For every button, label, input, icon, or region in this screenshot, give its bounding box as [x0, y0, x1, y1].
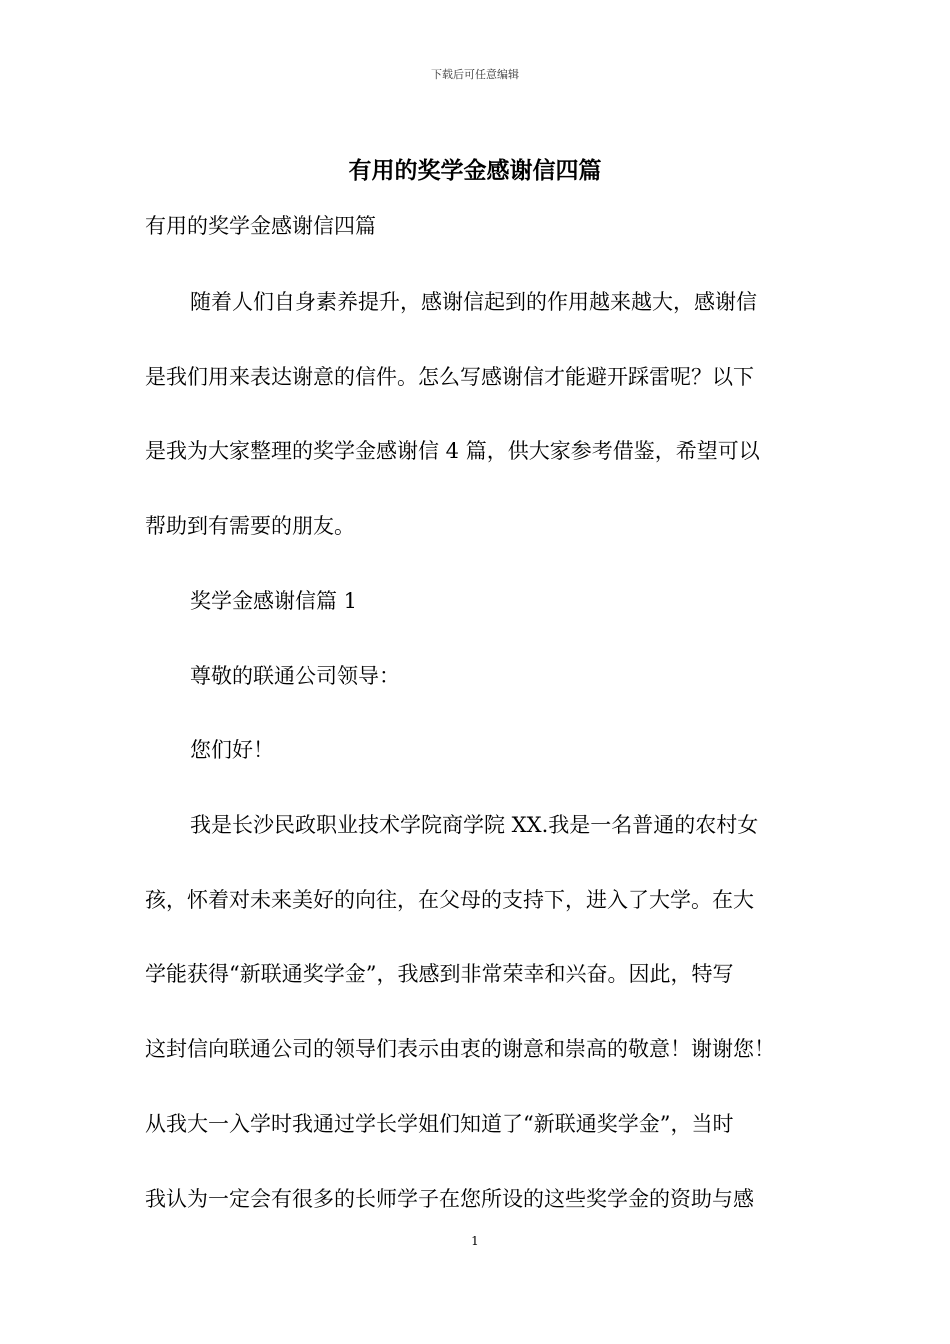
subtitle-line: 有用的奖学金感谢信四篇: [145, 214, 376, 238]
paragraph-line: 随着人们自身素养提升，感谢信起到的作用越来越大，感谢信: [190, 290, 757, 314]
paragraph-line: 这封信向联通公司的领导们表示由衷的谢意和崇高的敬意！谢谢您！: [145, 1037, 775, 1061]
greeting: 您们好！: [190, 738, 274, 762]
paragraph-line: 帮助到有需要的朋友。: [145, 514, 355, 538]
paragraph-line: 我认为一定会有很多的长师学子在您所设的这些奖学金的资助与感: [145, 1187, 754, 1211]
page-header-note: 下载后可任意编辑: [431, 68, 519, 81]
paragraph-line: 孩，怀着对未来美好的向往，在父母的支持下，进入了大学。在大: [145, 888, 754, 912]
page-number: 1: [471, 1234, 479, 1248]
paragraph-line: 是我为大家整理的奖学金感谢信 4 篇，供大家参考借鉴，希望可以: [145, 439, 760, 463]
document-title: 有用的奖学金感谢信四篇: [348, 157, 602, 184]
paragraph-line: 从我大一入学时我通过学长学姐们知道了“新联通奖学金”，当时: [145, 1112, 734, 1136]
section-heading: 奖学金感谢信篇 1: [190, 589, 358, 613]
paragraph-line: 学能获得“新联通奖学金”，我感到非常荣幸和兴奋。因此，特写: [145, 962, 734, 986]
paragraph-line: 是我们用来表达谢意的信件。怎么写感谢信才能避开踩雷呢？以下: [145, 365, 754, 389]
salutation: 尊敬的联通公司领导：: [190, 664, 400, 688]
paragraph-line: 我是长沙民政职业技术学院商学院 XX.我是一名普通的农村女: [190, 813, 759, 837]
